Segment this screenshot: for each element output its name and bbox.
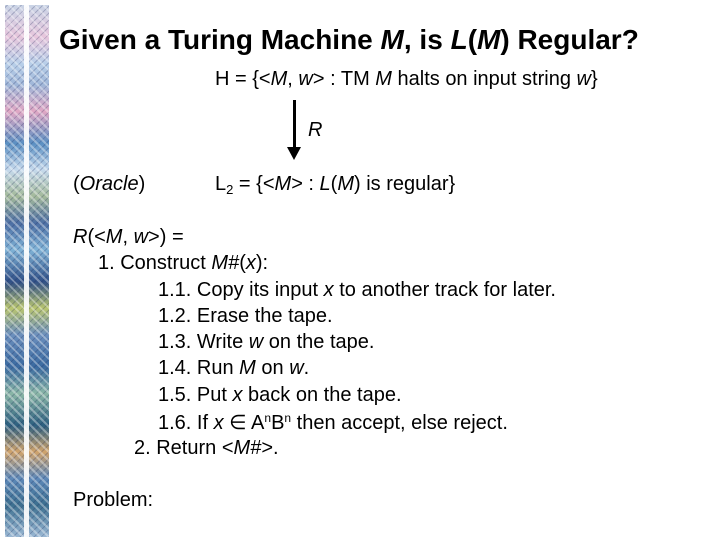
step-2: 2. Return <M#>. — [134, 437, 279, 459]
slide-title: Given a Turing Machine M, is L(M) Regular? — [59, 24, 639, 55]
step-1-6: 1.6. If x ∈ $A^nB^n$ then accept, else reject. — [158, 411, 508, 434]
problem-label: Problem: — [73, 489, 154, 511]
reduction-arrowhead — [287, 147, 301, 160]
l2-language-definition: $L_2 = \{<M>$ : L(M) is regular} — [215, 173, 456, 197]
reduction-arrow — [293, 100, 296, 150]
h-language-definition: H = {<M, w> : TM M halts on input string w} — [215, 68, 598, 90]
strip-divider — [24, 5, 29, 537]
step-1-5: 1.5. Put x back on the tape. — [158, 384, 402, 406]
reduction-label: R — [308, 119, 323, 141]
step-1: 1. Construct M#(x): — [98, 252, 269, 274]
step-1-4: 1.4. Run M on w. — [158, 357, 310, 379]
step-1-3: 1.3. Write w on the tape. — [158, 331, 375, 353]
step-1-2: 1.2. Erase the tape. — [158, 305, 333, 327]
step-1-1: 1.1. Copy its input x to another track for later. — [158, 279, 556, 301]
oracle-label: (Oracle) — [73, 173, 146, 195]
reduction-definition-heading: R(<M, w>) = — [73, 226, 184, 248]
